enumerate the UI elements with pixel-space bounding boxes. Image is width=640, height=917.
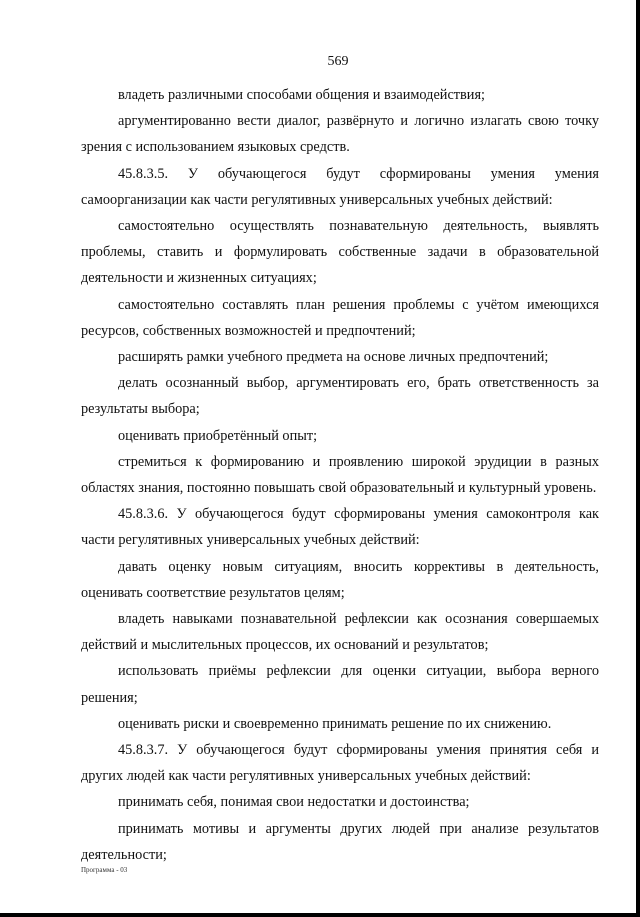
- paragraph: использовать приёмы рефлексии для оценки ситуации, выбора верного решения;: [81, 663, 599, 706]
- footer-label: Программа - 03: [81, 866, 128, 874]
- section-heading-paragraph: 45.8.3.7. У обучающегося будут сформированы умения принятия себя и других людей как части регулятивных универсальных учебных действий:: [81, 742, 599, 785]
- paragraph: стремиться к формированию и проявлению широкой эрудиции в разных областях знания, постоянно повышать свой образовательный и культурный уровень.: [81, 453, 599, 497]
- paragraph: оценивать риски и своевременно принимать решение по их снижению.: [118, 715, 552, 732]
- paragraph: аргументированно вести диалог, развёрнуто и логично излагать свою точку зрения с использованием языковых средств.: [81, 113, 599, 156]
- paragraph: давать оценку новым ситуациям, вносить коррективы в деятельность, оценивать соответствие результатов целям;: [81, 558, 599, 601]
- paragraph: владеть навыками познавательной рефлексии как осознания совершаемых действий и мыслительных процессов, их оснований и результатов;: [81, 611, 599, 654]
- paragraph: принимать себя, понимая свои недостатки и достоинства;: [118, 794, 470, 811]
- paragraph: самостоятельно осуществлять познавательную деятельность, выявлять проблемы, ставить и формулировать собственные задачи в образовательной деятельности и жизненных ситуациях;: [81, 218, 599, 287]
- section-heading-paragraph: 45.8.3.6. У обучающегося будут сформированы умения самоконтроля как части регулятивных универсальных учебных действий:: [81, 506, 599, 549]
- paragraph: принимать мотивы и аргументы других людей при анализе результатов деятельности;: [81, 820, 599, 863]
- paragraph: делать осознанный выбор, аргументировать его, брать ответственность за результаты выбора;: [81, 375, 599, 418]
- paragraph: расширять рамки учебного предмета на основе личных предпочтений;: [118, 349, 549, 366]
- document-body: [81, 82, 599, 868]
- paragraph: владеть различными способами общения и взаимодействия;: [118, 87, 485, 103]
- paragraph: самостоятельно составлять план решения проблемы с учётом имеющихся ресурсов, собственных возможностей и предпочтений;: [81, 296, 599, 339]
- section-heading-paragraph: 45.8.3.5. У обучающегося будут сформированы умения умения самоорганизации как части регулятивных универсальных учебных действий:: [81, 165, 599, 208]
- paragraph: оценивать приобретённый опыт;: [118, 427, 318, 444]
- page-number: 569: [327, 54, 349, 69]
